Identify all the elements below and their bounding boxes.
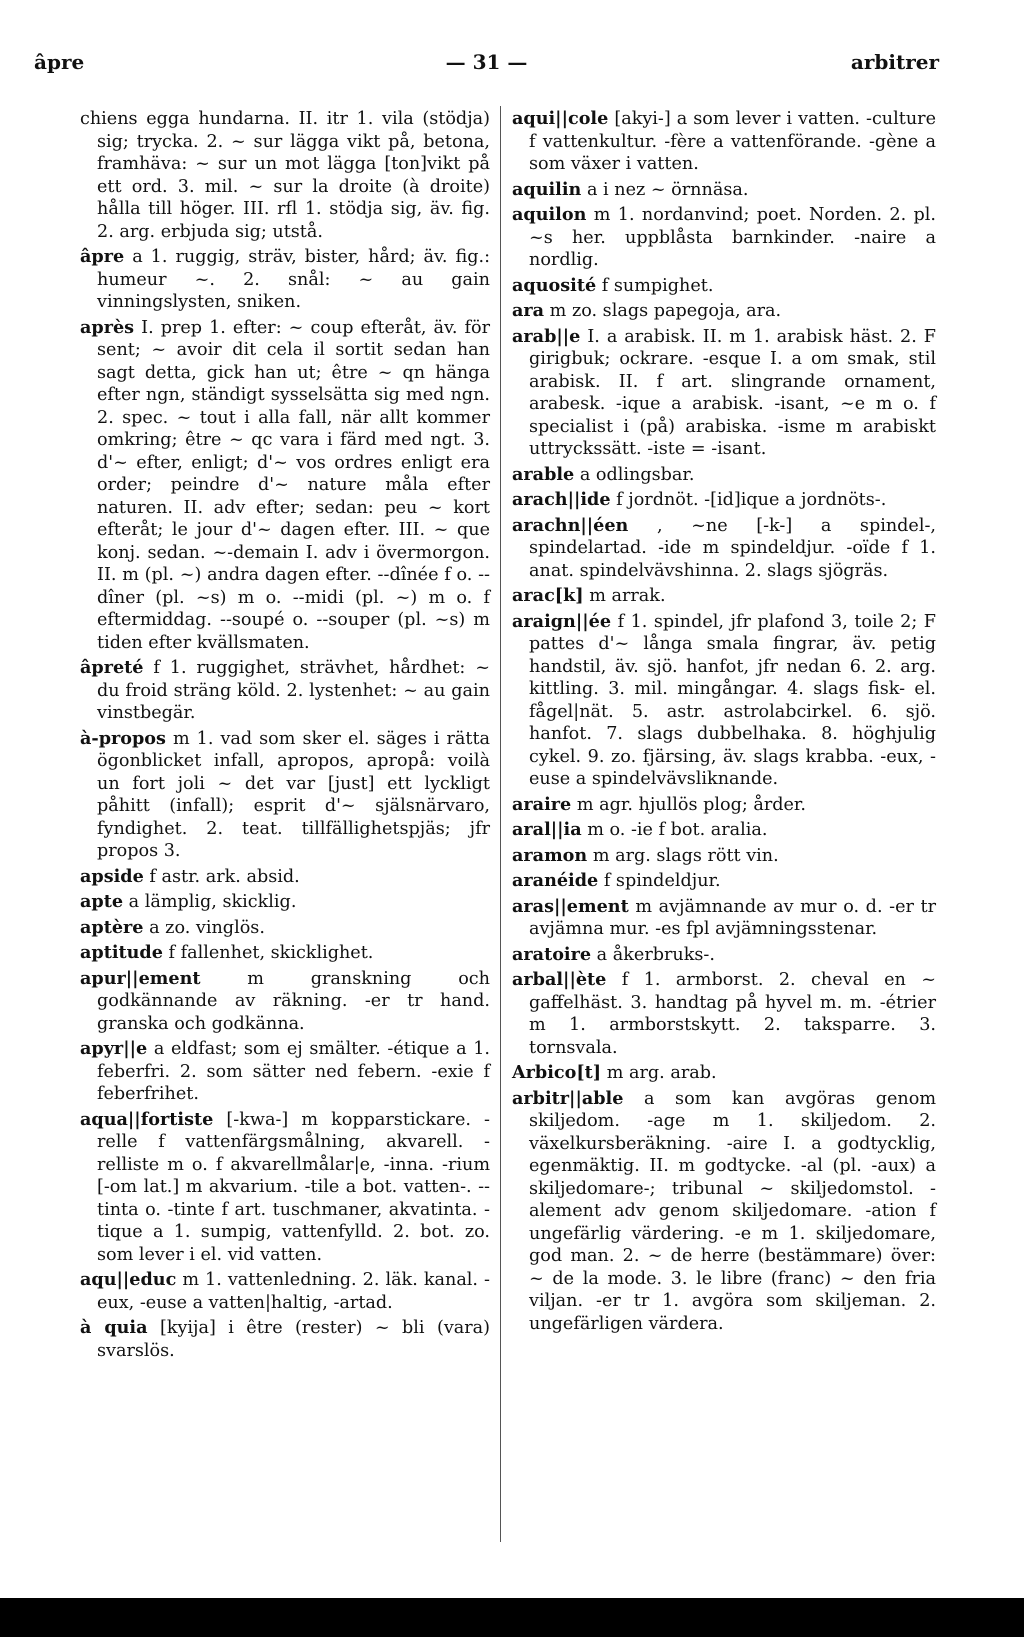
entry-text: m 1. vad som sker el. säges i rätta ögonblicket infall, apropos, apropå: voilà un fort joli ~ det var [just] ett lyckligt påhitt (infall); esprit d'~ själsnärvaro, fyndighet. 2. teat. tillfällighetspjäs; jfr propos 3.	[97, 728, 491, 861]
dictionary-entry	[80, 1109, 490, 1267]
dictionary-entry	[512, 275, 936, 298]
entry-headword: aquilon	[512, 204, 587, 225]
dictionary-entry	[80, 246, 490, 314]
entry-text: f sumpighet.	[601, 275, 714, 296]
entry-text: m 1. vattenledning. 2. läk. kanal. -eux, -euse a vatten|haltig, -artad.	[97, 1270, 490, 1313]
entry-text: m avjämnande av mur o. d. -er tr avjämna mur. -es fpl avjämningsstenar.	[529, 896, 937, 939]
entry-headword: arachn||éen	[512, 514, 629, 536]
right-guideword: arbitrer	[850, 50, 939, 74]
dictionary-entry	[512, 300, 936, 323]
entry-text: I. prep 1. efter: ~ coup efteråt, äv. för sent; ~ avoir dit cela il sortit sedan han sagt detta, gick han ut; être ~ qn hänga efter ngn, ständigt sysselsätta sig med ngn. 2. spec. ~ tout i alla fall, när allt kommer omkring; être ~ qc vara i färd med ngt. 3. d'~ efter, enligt; d'~ vos ordres enligt era order; peindre d'~ nature måla efter naturen. II. adv efter; sedan: peu ~ kort efteråt; le jour d'~ dagen efter. III. ~ que konj. sedan. ~-demain I. adv i övermorgon. II. m (pl. ~) andra dagen efter. --dînée f o. --dîner (pl. ~s) m o. --midi (pl. ~) m o. f eftermiddag. --soupé o. --souper (pl. ~s) m tiden efter kvällsmaten.	[97, 317, 491, 653]
scan-edge	[0, 1598, 1024, 1637]
entry-text: m arg. arab.	[606, 1063, 717, 1083]
dictionary-entry	[80, 1038, 490, 1106]
entry-headword: apyr||e	[80, 1038, 148, 1059]
entry-text: m agr. hjullös plog; årder.	[576, 794, 806, 815]
entry-text: [kyija] i être (rester) ~ bli (vara) svarslös.	[97, 1318, 491, 1361]
dictionary-entry	[512, 585, 936, 608]
dictionary-entry	[512, 870, 936, 893]
entry-headword: aranéide	[512, 870, 599, 891]
dictionary-entry	[80, 866, 490, 889]
entry-text: a i nez ~ örnnäsa.	[586, 179, 749, 200]
dictionary-entry	[512, 464, 936, 487]
dictionary-entry	[80, 1317, 490, 1362]
dictionary-entry	[512, 819, 936, 842]
entry-text: f jordnöt. -[id]ique a jordnöts-.	[616, 490, 887, 510]
dictionary-entry	[512, 489, 936, 512]
dictionary-entry	[80, 917, 490, 940]
entry-headword: âpreté	[80, 657, 144, 678]
entry-headword: arbal||ète	[512, 969, 607, 990]
dictionary-entry	[512, 179, 936, 202]
dictionary-entry	[512, 1088, 936, 1336]
entry-headword: aptère	[80, 916, 144, 938]
entry-headword: arable	[512, 463, 575, 485]
entry-headword: apte	[80, 891, 124, 912]
entry-text: a 1. ruggig, sträv, bister, hård; äv. fig.: humeur ~. 2. snål: ~ au gain vinningslysten, sniken.	[97, 247, 490, 312]
dictionary-entry	[80, 108, 490, 243]
dictionary-entry	[80, 657, 490, 725]
entry-headword: Arbico[t]	[512, 1062, 602, 1083]
entry-headword: arach||ide	[512, 489, 611, 510]
entry-text: chiens egga hundarna. II. itr 1. vila (stödja) sig; trycka. 2. ~ sur lägga vikt på, betona, framhäva: ~ sur un mot lägga [ton]vikt på ett ord. 3. mil. ~ sur la droite (à droite) hålla till höger. III. rfl 1. stödja sig, äv. fig. 2. arg. erbjuda sig; utstå.	[80, 109, 490, 242]
entry-text: a som kan avgöras genom skiljedom. -age m 1. skiljedom. 2. växelkursberäkning. -aire I. a godtycklig, egenmäktig. II. m godtycke. -al (pl. -aux) a skiljedomare-; tribunal ~ skiljedomstol. -alement adv genom skiljedomare. -ation f ungefärlig värdering. -e m 1. skiljedomare, god man. 2. ~ de herre (bestämmare) över: ~ de la mode. 3. le libre (franc) ~ den fria viljan. -er tr 1. avgöra som skiljeman. 2. ungefärligen värdera.	[529, 1088, 937, 1334]
page-number: — 31 —	[445, 50, 528, 74]
entry-text: a lämplig, skicklig.	[128, 892, 297, 912]
entry-text: I. a arabisk. II. m 1. arabisk häst. 2. F girigbuk; ockrare. -esque I. a om smak, stil arabisk. II. f art. slingrande ornament, arabesk. -ique a arabisk. -isant, ~e m o. f specialist i (på) arabiska. -isme m arabiskt uttryckssätt. -iste = -isant.	[529, 326, 936, 459]
entry-text: , ~ne [-k-] a spindel-, spindelartad. -ide m spindeldjur. -oïde f 1. anat. spindelvävshinna. 2. slags sjögräs.	[529, 515, 936, 581]
entry-text: f 1. armborst. 2. cheval en ~ gaffelhäst. 3. handtag på hyvel m. m. -étrier m 1. armborstskytt. 2. taksparre. 3. tornsvala.	[529, 970, 937, 1058]
left-guideword: âpre	[34, 50, 85, 74]
entry-text: [-kwa-] m kopparstickare. -relle f vattenfärgsmålning, akvarell. -relliste m o. f akvarellmålar|e, -inna. -rium [-om lat.] m akvarium. -tile a bot. vatten-. --tinta o. -tinte f art. tuschmaner, akvatinta. -tique a 1. sumpig, vattenfylld. 2. bot. zo. som lever i el. vid vatten.	[97, 1109, 491, 1265]
dictionary-entry	[80, 1269, 490, 1314]
entry-text: f astr. ark. absid.	[149, 866, 300, 887]
entry-headword: à quia	[80, 1317, 148, 1338]
entry-headword: aral||ia	[512, 819, 582, 840]
dictionary-entry	[512, 204, 936, 272]
page-header	[34, 50, 939, 80]
entry-headword: araire	[512, 793, 572, 815]
entry-headword: arac[k]	[512, 585, 584, 606]
entry-headword: apur||ement	[80, 967, 201, 989]
dictionary-entry	[512, 108, 936, 176]
entry-headword: âpre	[80, 246, 125, 267]
entry-text: m arg. slags rött vin.	[592, 845, 779, 866]
entry-headword: aratoire	[512, 943, 592, 965]
entry-text: m o. -ie f bot. aralia.	[587, 820, 768, 840]
entry-text: m arrak.	[589, 586, 666, 606]
entry-headword: ara	[512, 300, 545, 321]
entry-text: m 1. nordanvind; poet. Norden. 2. pl. ~s her. uppblåsta barnkinder. -naire a nordlig.	[529, 205, 936, 270]
entry-headword: aqui||cole	[512, 108, 609, 129]
dictionary-entry	[80, 728, 490, 863]
dictionary-entry	[512, 515, 936, 583]
entry-text: m granskning och godkännande av räkning. -er tr hand. granska och godkänna.	[97, 968, 490, 1034]
dictionary-entry	[512, 896, 936, 941]
dictionary-entry	[512, 969, 936, 1059]
entry-text: f fallenhet, skicklighet.	[168, 943, 374, 963]
dictionary-entry	[80, 317, 490, 655]
dictionary-entry	[512, 611, 936, 791]
entry-headword: apside	[80, 865, 144, 887]
entry-headword: arab||e	[512, 325, 581, 347]
entry-text: f 1. spindel, jfr plafond 3, toile 2; F pattes d'~ långa smala fingrar, äv. petig handstil, äv. sjö. hanfot, jfr nedan 6. 2. arg. kittling. 3. mil. mingångar. 4. slags fisk- el. fågel|nät. 5. astr. astrolabcirkel. 6. sjö. hanfot. 7. slags dubbelhaka. 8. höghjulig cykel. 9. zo. fjärsing, äv. slags krabba. -eux, -euse a spindelvävsliknande.	[529, 611, 937, 789]
entry-headword: aquilin	[512, 178, 582, 200]
entry-headword: aras||ement	[512, 895, 629, 917]
entry-headword: aramon	[512, 844, 588, 866]
column-divider	[500, 106, 501, 1542]
dictionary-entry	[512, 326, 936, 461]
dictionary-entry	[512, 845, 936, 868]
right-column	[512, 108, 936, 1338]
entry-headword: à-propos	[80, 727, 166, 749]
entry-text: a zo. vinglös.	[149, 917, 265, 938]
entry-text: a eldfast; som ej smälter. -étique a 1. feberfri. 2. som sätter ned febern. -exie f feberfrihet.	[97, 1039, 490, 1104]
dictionary-entry	[80, 968, 490, 1036]
dictionary-entry	[512, 944, 936, 967]
dictionary-entry	[512, 794, 936, 817]
entry-text: m zo. slags papegoja, ara.	[549, 301, 782, 321]
dictionary-entry	[512, 1062, 936, 1085]
dictionary-entry	[80, 891, 490, 914]
dictionary-entry	[80, 942, 490, 965]
entry-headword: aqu||educ	[80, 1269, 177, 1290]
entry-headword: arbitr||able	[512, 1087, 624, 1109]
entry-headword: aqua||fortiste	[80, 1108, 214, 1130]
entry-text: a odlingsbar.	[579, 464, 695, 485]
entry-text: a åkerbruks-.	[596, 944, 715, 965]
entry-text: [akyi-] a som lever i vatten. -culture f vattenkultur. -fère a vattenförande. -gène a som växer i vatten.	[529, 109, 936, 174]
entry-headword: aptitude	[80, 942, 163, 963]
entry-headword: araign||ée	[512, 610, 612, 632]
entry-text: f 1. ruggighet, strävhet, hårdhet: ~ du froid sträng köld. 2. lystenhet: ~ au gain vinstbegär.	[97, 658, 490, 723]
entry-text: f spindeldjur.	[603, 871, 721, 891]
entry-headword: aquosité	[512, 274, 597, 296]
left-column	[80, 108, 490, 1365]
entry-headword: après	[80, 316, 135, 338]
